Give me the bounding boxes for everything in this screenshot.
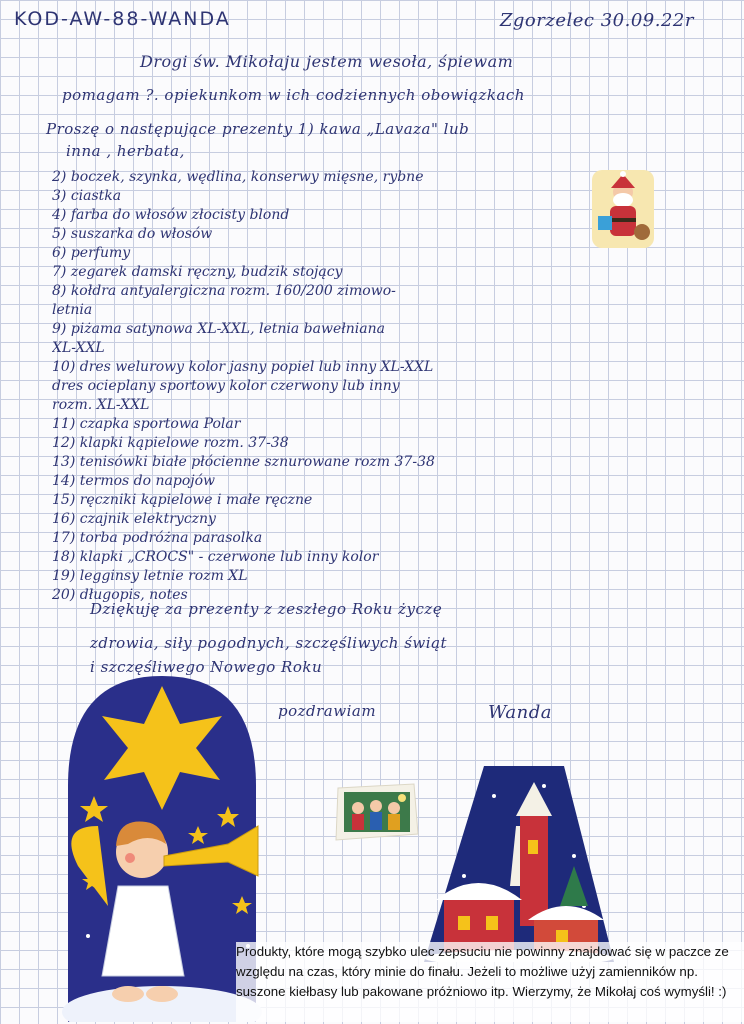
gift-list-item: 6) perfumy — [52, 245, 131, 261]
greeting-line-2: pomagam ?. opiekunkom w ich codziennych obowiązkach — [62, 86, 525, 104]
thanks-line: Dziękuję za prezenty z zeszłego Roku życzę — [90, 600, 443, 618]
gift-list-item: 5) suszarka do włosów — [52, 226, 213, 242]
letter-header-code: KOD-AW-88-WANDA — [14, 8, 231, 30]
gift-list-item: 11) czapka sportowa Polar — [52, 416, 241, 432]
gift-list-item: 19) legginsy letnie rozm XL — [52, 568, 248, 584]
gift-list-item: letnia — [52, 302, 93, 318]
carolers-sticker-icon — [332, 782, 420, 842]
gift-list-item: 16) czajnik elektryczny — [52, 511, 216, 527]
request-line-1: Proszę o następujące prezenty 1) kawa „Lavaza" lub — [46, 120, 470, 138]
letter-place-date: Zgorzelec 30.09.22r — [499, 10, 694, 31]
santa-sticker-icon — [592, 170, 654, 248]
gift-list-item: 4) farba do włosów złocisty blond — [52, 207, 290, 223]
footer-note: Produkty, które mogą szybko ulec zepsuciu nie powinny znajdować się w paczce ze względu na czas, który minie do finału. Jeżeli to możliwe użyj zamienników np. suszone kiełbasy lub pakowane próżniowo itp. Wierzymy, że Mikołaj coś wymyśli! :) — [236, 942, 744, 1022]
gift-list-item: 8) kołdra antyalergiczna rozm. 160/200 zimowo- — [52, 283, 396, 299]
angel-trumpet-sticker-icon — [58, 676, 266, 1022]
gift-list-item: 20) długopis, notes — [52, 587, 188, 603]
gift-list-item: XL-XXL — [52, 340, 105, 356]
gift-list-item: 17) torba podróżna parasolka — [52, 530, 263, 546]
greeting-line-1: Drogi św. Mikołaju jestem wesoła, śpiewam — [140, 52, 514, 71]
gift-list-item: 7) zegarek damski ręczny, budzik stojący — [52, 264, 343, 280]
regards: pozdrawiam — [278, 702, 377, 720]
gift-list-item: 9) piżama satynowa XL-XXL, letnia bawełniana — [52, 321, 385, 337]
gift-list-item: 10) dres welurowy kolor jasny popiel lub inny XL-XXL — [52, 359, 434, 375]
gift-list-item: 13) tenisówki białe płócienne sznurowane rozm 37-38 — [52, 454, 435, 470]
gift-list-item: 2) boczek, szynka, wędlina, konserwy mięsne, rybne — [52, 169, 424, 185]
request-line-2: inna , herbata, — [66, 142, 185, 160]
gift-list-item: dres ocieplany sportowy kolor czerwony lub inny — [52, 378, 400, 394]
wishes-line-2: i szczęśliwego Nowego Roku — [90, 658, 323, 676]
gift-list-item: 15) ręczniki kąpielowe i małe ręczne — [52, 492, 313, 508]
gift-list-item: 12) klapki kąpielowe rozm. 37-38 — [52, 435, 289, 451]
gift-list-item: 3) ciastka — [52, 188, 122, 204]
gift-list-item: 14) termos do napojów — [52, 473, 216, 489]
signature: Wanda — [488, 702, 553, 723]
winter-houses-sticker-icon — [424, 766, 614, 962]
gift-list-item: rozm. XL-XXL — [52, 397, 150, 413]
wishes-line-1: zdrowia, siły pogodnych, szczęśliwych świąt — [90, 634, 448, 652]
gift-list-item: 18) klapki „CROCS" - czerwone lub inny kolor — [52, 549, 379, 565]
